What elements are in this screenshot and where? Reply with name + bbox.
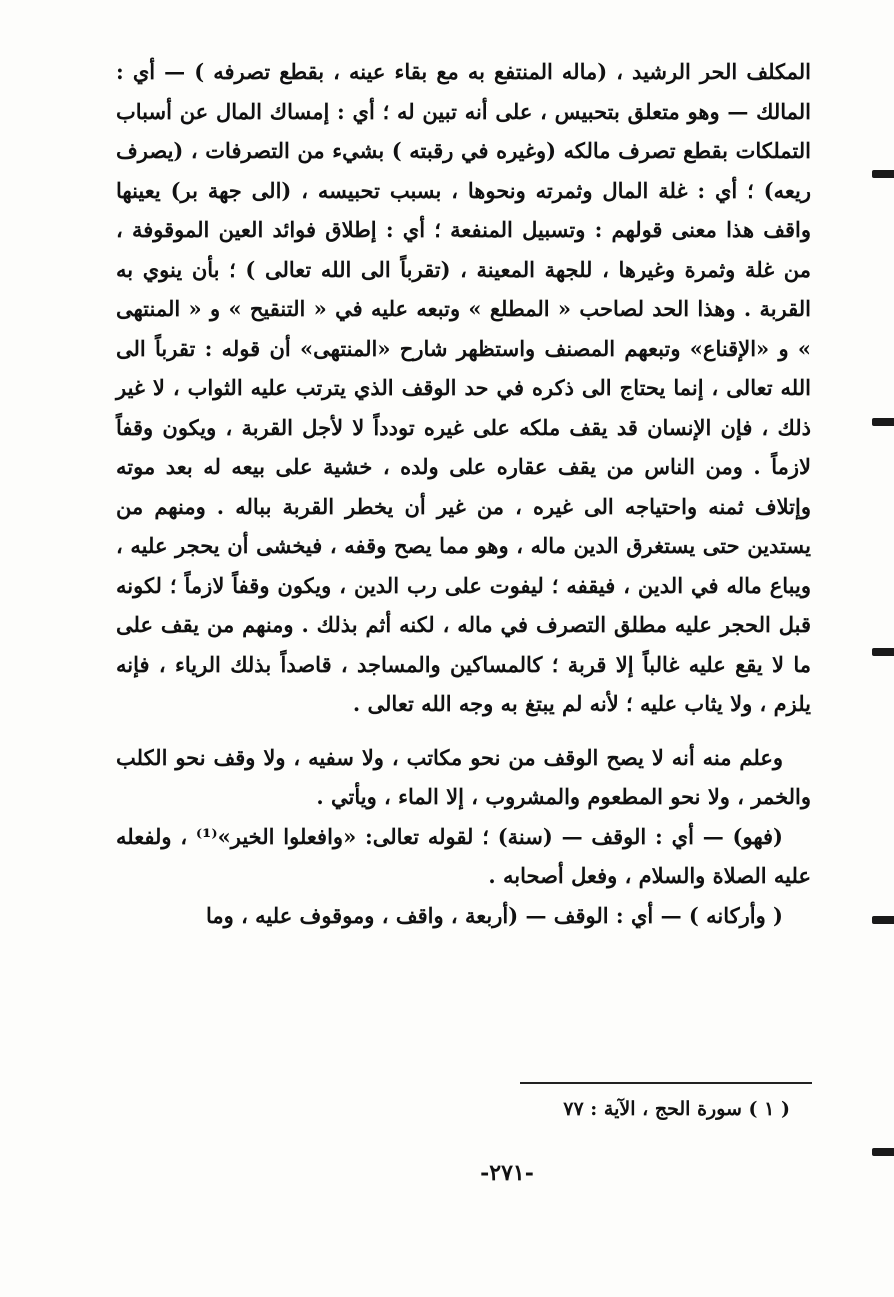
paragraph-ruling: (فهو) — أي : الوقف — (سنة) ؛ لقوله تعالى: «وافعلوا الخير»⁽¹⁾ ، ولفعله عليه الصلاة والسلام ، وفعل أصحابه .	[116, 823, 811, 888]
paragraph-conditions: وعلم منه أنه لا يصح الوقف من نحو مكاتب ، ولا سفيه ، ولا وقف نحو الكلب والخمر ، ولا نحو المطعوم والمشروب ، إلا الماء ، ويأتي .	[116, 744, 811, 809]
paragraph-waqf-definition: المكلف الحر الرشيد ، (ماله المنتفع به مع بقاء عينه ، بقطع تصرفه ) — أي : المالك — وهو متعلق بتحبيس ، على أنه تبين له ؛ أي : إمساك المال عن أسباب التملكات بقطع تصرف مالكه (وغيره في رقبته ) بشيء من التصرفات ، (يصرف ريعه) ؛ أي : غلة المال وثمرته ونحوها ، بسبب تحبيسه ، (الى جهة بر) يعينها واقف هذا معنى قولهم : وتسبيل المنفعة ؛ أي : إطلاق فوائد العين الموقوفة ، من غلة وثمرة وغيرها ، للجهة المعينة ، (تقرباً الى الله تعالى ) ؛ بأن ينوي به القربة . وهذا الحد لصاحب « المطلع » وتبعه عليه في « التنقيح » و « المنتهى » و «الإقناع» وتبعهم المصنف واستظهر شارح «المنتهى» أن قوله : تقرباً الى الله تعالى ، إنما يحتاج الى ذكره في حد الوقف الذي يترتب عليه الثواب ، لا غير ذلك ، فإن الإنسان قد يقف ملكه على غيره تودداً لا لأجل القربة ، ويكون وقفاً لازماً . ومن الناس من يقف عقاره على ولده ، خشية على بيعه له بعد موته وإتلاف ثمنه واحتياجه الى غيره ، من غير أن يخطر القربة بباله . ومنهم من يستدين حتى يستغرق الدين ماله ، وهو مما يصح وقفه ، فيخشى أن يحجر عليه ، ويباع ماله في الدين ، فيقفه ؛ ليفوت على رب الدين ، ويكون وقفاً لازماً ؛ لكونه قبل الحجر عليه مطلق التصرف في ماله ، لكنه أثم بذلك . ومنهم من يقف على ما لا يقع عليه غالباً إلا قربة ؛ كالمساكين والمساجد ، قاصداً بذلك الرياء ، فإنه يلزم ، ولا يثاب عليه ؛ لأنه لم يبتغ به وجه الله تعالى .	[116, 59, 811, 716]
binding-mark	[872, 170, 894, 178]
binding-mark	[872, 1148, 894, 1156]
body-text	[116, 52, 811, 935]
binding-mark	[872, 916, 894, 924]
footnote-divider	[520, 1082, 812, 1084]
paragraph-pillars: ( وأركانه ) — أي : الوقف — (أربعة ، واقف ، وموقوف عليه ، وما	[205, 902, 783, 928]
binding-mark	[872, 418, 894, 426]
binding-mark	[872, 648, 894, 656]
footnote: ( ١ ) سورة الحج ، الآية : ٧٧	[563, 1098, 790, 1120]
page-number: -٢٧١-	[480, 1160, 534, 1186]
